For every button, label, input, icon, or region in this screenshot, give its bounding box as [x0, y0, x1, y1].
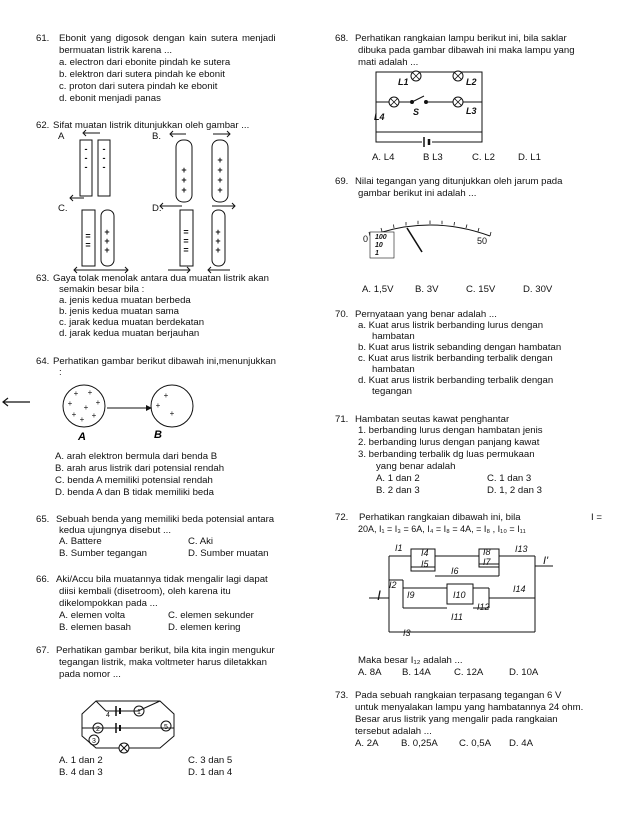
option-c: C. 3 dan 5: [188, 755, 233, 766]
question-text: Ebonit yang digosok dengan kain sutera menjadi: [59, 33, 276, 44]
svg-text:-: -: [84, 144, 88, 154]
option-c: C. L2: [472, 152, 495, 163]
statement-3: 3. berbanding terbalik dg luas permukaan: [358, 449, 535, 460]
question-text: mati adalah ...: [358, 57, 419, 68]
question-61: [36, 33, 298, 113]
option-b: b. elektron dari sutera pindah ke ebonit: [59, 69, 225, 80]
option-d: D. 4A: [509, 738, 533, 749]
question-text: Perhatikan gambar berikut, bila kita ingin mengukur: [56, 645, 275, 656]
option-b: B L3: [423, 152, 443, 163]
option-a: a. Kuat arus listrik berbanding lurus dengan: [358, 320, 544, 331]
option-a: a. jenis kedua muatan berbeda: [59, 295, 191, 306]
lamp-l4-label: L4: [374, 112, 385, 122]
current-i4: I4: [421, 548, 429, 558]
svg-text:+: +: [215, 245, 221, 255]
current-i11: I11: [451, 612, 463, 622]
meter-position-4: 4: [106, 712, 110, 719]
option-c: c. jarak kedua muatan berdekatan: [59, 317, 205, 328]
meter-position-3: 3: [92, 738, 96, 745]
question-73: [335, 690, 605, 755]
option-c: c. Kuat arus listrik berbanding terbalik dengan: [358, 353, 553, 364]
question-number: 66.: [36, 574, 50, 585]
svg-text:-: -: [84, 162, 88, 172]
question-number: 62.: [36, 120, 50, 131]
option-d: D. L1: [518, 152, 541, 163]
option-b: B. 3V: [415, 284, 439, 295]
svg-text:+: +: [73, 389, 79, 398]
svg-text:+: +: [181, 175, 187, 185]
svg-text:+: +: [91, 411, 97, 420]
svg-text:+: +: [104, 236, 110, 246]
option-d-cont: tegangan: [372, 386, 413, 397]
question-text: yang benar adalah: [376, 461, 456, 472]
question-text: untuk menyalakan lampu yang hambatannya 24 ohm.: [355, 702, 584, 713]
question-text: Sifat muatan listrik ditunjukkan oleh gambar ...: [53, 120, 250, 131]
question-text: Perhatikan rangkaian lampu berikut ini, bila saklar: [355, 33, 567, 44]
question-number: 67.: [36, 645, 50, 656]
question-text: Pada sebuah rangkaian terpasang tegangan 6 V: [355, 690, 562, 701]
option-b: B. arah arus listrik dari potensial rendah: [55, 463, 225, 474]
charge-rods-diagram: [40, 130, 270, 272]
range-1: 1: [375, 250, 379, 257]
svg-text:+: +: [215, 227, 221, 237]
question-text: Pernyataan yang benar adalah ...: [355, 309, 497, 320]
lamp-l2-label: L2: [466, 77, 477, 87]
label-c: C.: [58, 203, 68, 214]
option-a: A. 8A: [358, 667, 382, 678]
svg-text:+: +: [155, 401, 161, 410]
label-a: A: [58, 131, 65, 142]
question-text: Besar arus listrik yang mengalir pada rangkaian: [355, 714, 558, 725]
question-text: dikelompokkan pada ...: [59, 598, 158, 609]
question-65: [36, 514, 298, 564]
svg-text:-: -: [102, 144, 106, 154]
question-text: Sebuah benda yang memiliki beda potensial antara: [56, 514, 275, 525]
question-text: Nilai tegangan yang ditunjukkan oleh jarum pada: [355, 176, 563, 187]
option-a: A. Battere: [59, 536, 102, 547]
option-a: a. electron dari ebonite pindah ke sutera: [59, 57, 231, 68]
option-d: D. 1 dan 4: [188, 767, 233, 778]
question-text: Maka besar I₁₂ adalah ...: [358, 655, 463, 666]
option-d: d. jarak kedua muatan berjauhan: [59, 328, 200, 339]
option-d: D. elemen kering: [168, 622, 241, 633]
question-text: :: [59, 367, 62, 378]
option-a: A. 1 dan 2: [376, 473, 420, 484]
question-number: 63.: [36, 273, 50, 284]
question-number: 65.: [36, 514, 50, 525]
question-number: 64.: [36, 356, 50, 367]
svg-text:+: +: [181, 165, 187, 175]
svg-text:+: +: [104, 245, 110, 255]
svg-text:+: +: [181, 185, 187, 195]
svg-text:+: +: [95, 398, 101, 407]
lamp-l1-label: L1: [398, 77, 409, 87]
option-b: B. 14A: [402, 667, 431, 678]
question-number: 68.: [335, 33, 349, 44]
scale-fifty: 50: [477, 236, 488, 246]
current-network-diagram: [365, 540, 565, 640]
question-text: I =: [591, 512, 602, 523]
question-text: tersebut adalah ...: [355, 726, 432, 737]
question-text: bermuatan listrik karena ...: [59, 45, 173, 56]
current-i9: I9: [407, 590, 415, 600]
current-i10: I10: [453, 590, 466, 600]
question-number: 70.: [335, 309, 349, 320]
option-b: B. Sumber tegangan: [59, 548, 148, 559]
option-b: B. 4 dan 3: [59, 767, 103, 778]
voltmeter-scale-diagram: [360, 212, 510, 264]
label-d: D.: [152, 203, 162, 214]
current-i2: I2: [389, 580, 397, 590]
question-text: 20A, I₁ = I₃ = 6A, I₄ = I₈ = 4A, = I₈ , I₁₀ = I₁₁: [358, 524, 526, 534]
svg-text:+: +: [79, 415, 85, 424]
question-text: Gaya tolak menolak antara dua muatan listrik akan: [53, 273, 269, 284]
svg-text:+: +: [67, 399, 73, 408]
option-d: D. 10A: [509, 667, 539, 678]
svg-text:=: =: [183, 227, 189, 237]
lamp-circuit-diagram: [372, 68, 488, 150]
svg-text:-: -: [84, 153, 88, 163]
question-number: 69.: [335, 176, 349, 187]
question-text: tegangan listrik, maka voltmeter harus diletakkan: [59, 657, 267, 668]
meter-position-2: 2: [96, 726, 100, 733]
svg-text:+: +: [169, 409, 175, 418]
question-text: pada nomor ...: [59, 669, 121, 680]
option-b: B. elemen basah: [59, 622, 131, 633]
sphere-a-label: A: [78, 431, 86, 443]
option-a: A. 2A: [355, 738, 379, 749]
svg-text:+: +: [217, 155, 223, 165]
current-i5: I5: [421, 559, 429, 569]
svg-text:+: +: [163, 391, 169, 400]
option-c: C. benda A memiliki potensial rendah: [55, 475, 213, 486]
question-text: Hambatan seutas kawat penghantar: [355, 414, 510, 425]
option-c: C. 12A: [454, 667, 484, 678]
option-c-cont: hambatan: [372, 364, 415, 375]
question-text: diisi kembali (disetroom), oleh karena itu: [59, 586, 231, 597]
statement-2: 2. berbanding lurus dengan panjang kawat: [358, 437, 540, 448]
question-text: gambar berikut ini adalah ...: [358, 188, 477, 199]
question-number: 71.: [335, 414, 349, 425]
current-i: I: [377, 587, 381, 603]
svg-text:+: +: [217, 185, 223, 195]
option-d: D. Sumber muatan: [188, 548, 269, 559]
option-d: d. ebonit menjadi panas: [59, 93, 161, 104]
svg-text:+: +: [87, 388, 93, 397]
svg-text:=: =: [85, 231, 91, 241]
lamp-l3-label: L3: [466, 106, 477, 116]
svg-text:+: +: [215, 236, 221, 246]
current-i12: I12: [477, 602, 490, 612]
scale-zero: 0: [363, 234, 369, 244]
meter-position-1: 1: [137, 709, 141, 716]
option-c: C. 1 dan 3: [487, 473, 532, 484]
option-c: C. 15V: [466, 284, 496, 295]
question-text: Aki/Accu bila muatannya tidak mengalir lagi dapat: [56, 574, 268, 585]
range-10: 10: [375, 242, 383, 249]
option-a-cont: hambatan: [372, 331, 415, 342]
option-a: A. 1,5V: [362, 284, 394, 295]
question-text: kedua ujungnya disebut ...: [59, 525, 172, 536]
question-text: Perhatikan gambar berikut dibawah ini,menunjukkan: [53, 356, 276, 367]
svg-text:=: =: [85, 240, 91, 250]
current-i3: I3: [403, 628, 411, 638]
svg-text:+: +: [104, 227, 110, 237]
option-b: B. 2 dan 3: [376, 485, 420, 496]
question-number: 73.: [335, 690, 349, 701]
svg-text:=: =: [183, 245, 189, 255]
current-i13: I13: [515, 544, 528, 554]
svg-text:-: -: [102, 153, 106, 163]
option-a: A. 1 dan 2: [59, 755, 103, 766]
voltmeter-circuit-diagram: [78, 696, 188, 754]
sphere-b-label: B: [154, 429, 162, 441]
charged-spheres-diagram: [62, 384, 222, 444]
svg-text:=: =: [183, 236, 189, 246]
option-d: d. Kuat arus listrik berbanding terbalik dengan: [358, 375, 554, 386]
option-d: D. 30V: [523, 284, 553, 295]
svg-text:-: -: [102, 162, 106, 172]
question-70: [335, 309, 605, 399]
option-a: A. arah elektron bermula dari benda B: [55, 451, 218, 462]
question-text: dibuka pada gambar dibawah ini maka lampu yang: [358, 45, 575, 56]
svg-text:+: +: [217, 175, 223, 185]
option-c: c. proton dari sutera pindah ke ebonit: [59, 81, 218, 92]
option-c: C. elemen sekunder: [168, 610, 254, 621]
option-c: C. 0,5A: [459, 738, 491, 749]
question-63: [36, 273, 298, 348]
meter-position-5: 5: [164, 724, 168, 731]
range-100: 100: [375, 234, 387, 241]
current-i7: I7: [483, 557, 491, 567]
current-i8: I8: [483, 547, 491, 557]
svg-text:+: +: [71, 410, 77, 419]
option-b: b. Kuat arus listrik sebanding dengan hambatan: [358, 342, 562, 353]
option-a: A. elemen volta: [59, 610, 126, 621]
margin-arrow: [0, 398, 32, 406]
option-d: D. 1, 2 dan 3: [487, 485, 542, 496]
option-b: b. jenis kedua muatan sama: [59, 306, 179, 317]
question-71: [335, 414, 605, 504]
current-i14: I14: [513, 584, 526, 594]
option-d: D. benda A dan B tidak memiliki beda: [55, 487, 214, 498]
label-b: B.: [152, 131, 162, 142]
switch-label: S: [413, 107, 420, 117]
svg-text:+: +: [83, 403, 89, 412]
question-text: semakin besar bila :: [59, 284, 145, 295]
statement-1: 1. berbanding lurus dengan hambatan jenis: [358, 425, 543, 436]
question-number: 61.: [36, 33, 50, 44]
current-i-prime: I': [543, 555, 549, 567]
question-text: Perhatikan rangkaian dibawah ini, bila: [359, 512, 521, 523]
svg-text:+: +: [217, 165, 223, 175]
current-i1: I1: [395, 543, 403, 553]
question-number: 72.: [335, 512, 349, 523]
current-i6: I6: [451, 566, 459, 576]
option-a: A. L4: [372, 152, 395, 163]
option-b: B. 0,25A: [401, 738, 438, 749]
question-66: [36, 574, 298, 636]
option-c: C. Aki: [188, 536, 214, 547]
